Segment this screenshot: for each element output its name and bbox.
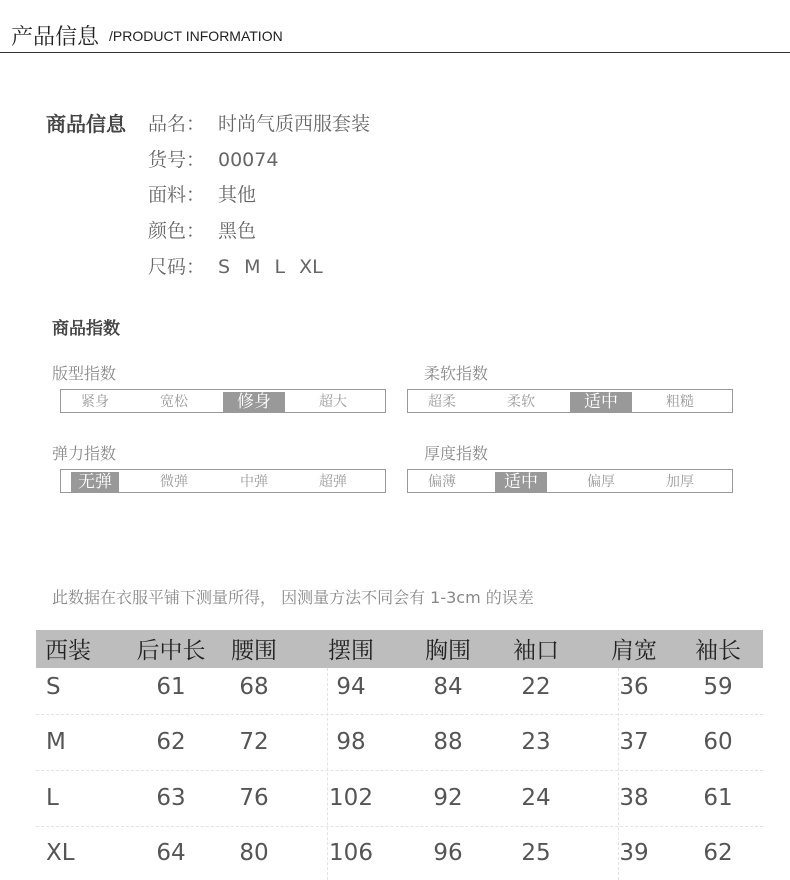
index-option: 中弹 [240, 474, 268, 490]
thickness-index-scale [407, 469, 733, 493]
size-table-cell: 80 [239, 840, 269, 866]
index-option-selected: 适中 [570, 392, 632, 412]
size-table-cell: 38 [619, 785, 649, 811]
size-table-cell: 84 [433, 674, 463, 700]
size-table-cell: 25 [521, 840, 551, 866]
table-row-divider [36, 770, 763, 771]
elasticity-index-label: 弹力指数 [52, 444, 117, 463]
elasticity-index-scale [60, 469, 386, 493]
info-value: 时尚气质西服套装 [218, 113, 371, 135]
index-option: 柔软 [507, 394, 535, 410]
size-table-header-cell: 袖口 [513, 638, 559, 664]
index-option-selected: 适中 [495, 472, 547, 492]
header-divider [0, 52, 790, 53]
size-table-header-cell: 袖长 [695, 638, 741, 664]
size-table-size-cell: S [46, 674, 61, 700]
size-table-header-cell: 后中长 [136, 638, 206, 664]
size-table-cell: 62 [156, 729, 186, 755]
size-table-cell: 64 [156, 840, 186, 866]
info-value: 其他 [218, 184, 257, 206]
info-row-sku [148, 145, 278, 172]
size-table-header-cell: 腰围 [231, 638, 277, 664]
softness-index-label: 柔软指数 [424, 364, 489, 383]
size-table-header-cell: 肩宽 [611, 638, 657, 664]
info-label: 颜色： [148, 220, 206, 242]
size-table-size-cell: L [46, 785, 59, 811]
info-row-sizes [148, 252, 337, 279]
size-table-size-cell: XL [46, 840, 75, 866]
size-table-cell: 22 [521, 674, 551, 700]
size-table-cell: 72 [239, 729, 269, 755]
index-option: 超弹 [319, 474, 347, 490]
size-table-header-cell: 胸围 [425, 638, 471, 664]
index-option: 微弹 [160, 474, 188, 490]
size-table-cell: 106 [329, 840, 373, 866]
size-table-cell: 61 [156, 674, 186, 700]
fit-index-scale [60, 389, 386, 413]
size-table-size-cell: M [46, 729, 66, 755]
size-table-cell: 61 [703, 785, 733, 811]
size-table-cell: 88 [433, 729, 463, 755]
info-label: 尺码： [148, 256, 206, 278]
size-table-cell: 36 [619, 674, 649, 700]
size-table-header-cell: 摆围 [328, 638, 374, 664]
softness-index-scale [407, 389, 733, 413]
size-table-cell: 23 [521, 729, 551, 755]
info-row-color [148, 216, 256, 243]
size-value: XL [299, 256, 323, 278]
section-title-cn: 产品信息 [11, 25, 100, 50]
index-option: 超大 [319, 394, 347, 410]
info-label: 面料： [148, 184, 206, 206]
size-table-cell: 24 [521, 785, 551, 811]
size-table-cell: 59 [703, 674, 733, 700]
size-table-cell: 102 [329, 785, 373, 811]
thickness-index-label: 厚度指数 [424, 444, 489, 463]
size-table-cell: 76 [239, 785, 269, 811]
fit-index-label: 版型指数 [52, 364, 117, 383]
index-option: 粗糙 [666, 394, 694, 410]
index-option: 偏厚 [587, 474, 615, 490]
index-option: 加厚 [666, 474, 694, 490]
size-table-cell: 92 [433, 785, 463, 811]
index-option: 紧身 [81, 394, 109, 410]
size-table-cell: 98 [336, 729, 366, 755]
index-option: 偏薄 [428, 474, 456, 490]
info-value: 00074 [218, 149, 279, 171]
info-label: 品名： [148, 113, 206, 135]
index-option-selected: 修身 [223, 392, 285, 412]
table-row-divider [36, 826, 763, 827]
size-value: L [274, 256, 286, 278]
size-table-header-cell: 西装 [45, 638, 91, 664]
indices-title: 商品指数 [52, 319, 120, 339]
table-row-divider [36, 714, 763, 715]
index-option: 超柔 [428, 394, 456, 410]
size-table-cell: 37 [619, 729, 649, 755]
size-table-cell: 60 [703, 729, 733, 755]
measurement-note: 此数据在衣服平铺下测量所得， 因测量方法不同会有 1-3cm 的误差 [52, 588, 534, 607]
product-info-title: 商品信息 [46, 112, 126, 136]
size-table-cell: 63 [156, 785, 186, 811]
info-row-fabric [148, 180, 256, 207]
info-row-name [148, 109, 370, 136]
info-value: 黑色 [218, 220, 257, 242]
index-option-selected: 无弹 [71, 472, 119, 492]
section-title-en: /PRODUCT INFORMATION [109, 28, 283, 44]
index-option: 宽松 [160, 394, 188, 410]
size-table-cell: 94 [336, 674, 366, 700]
size-table-cell: 68 [239, 674, 269, 700]
size-table-cell: 96 [433, 840, 463, 866]
size-table-cell: 39 [619, 840, 649, 866]
info-label: 货号： [148, 149, 206, 171]
size-value: S [218, 256, 231, 278]
size-value: M [244, 256, 261, 278]
size-table-cell: 62 [703, 840, 733, 866]
